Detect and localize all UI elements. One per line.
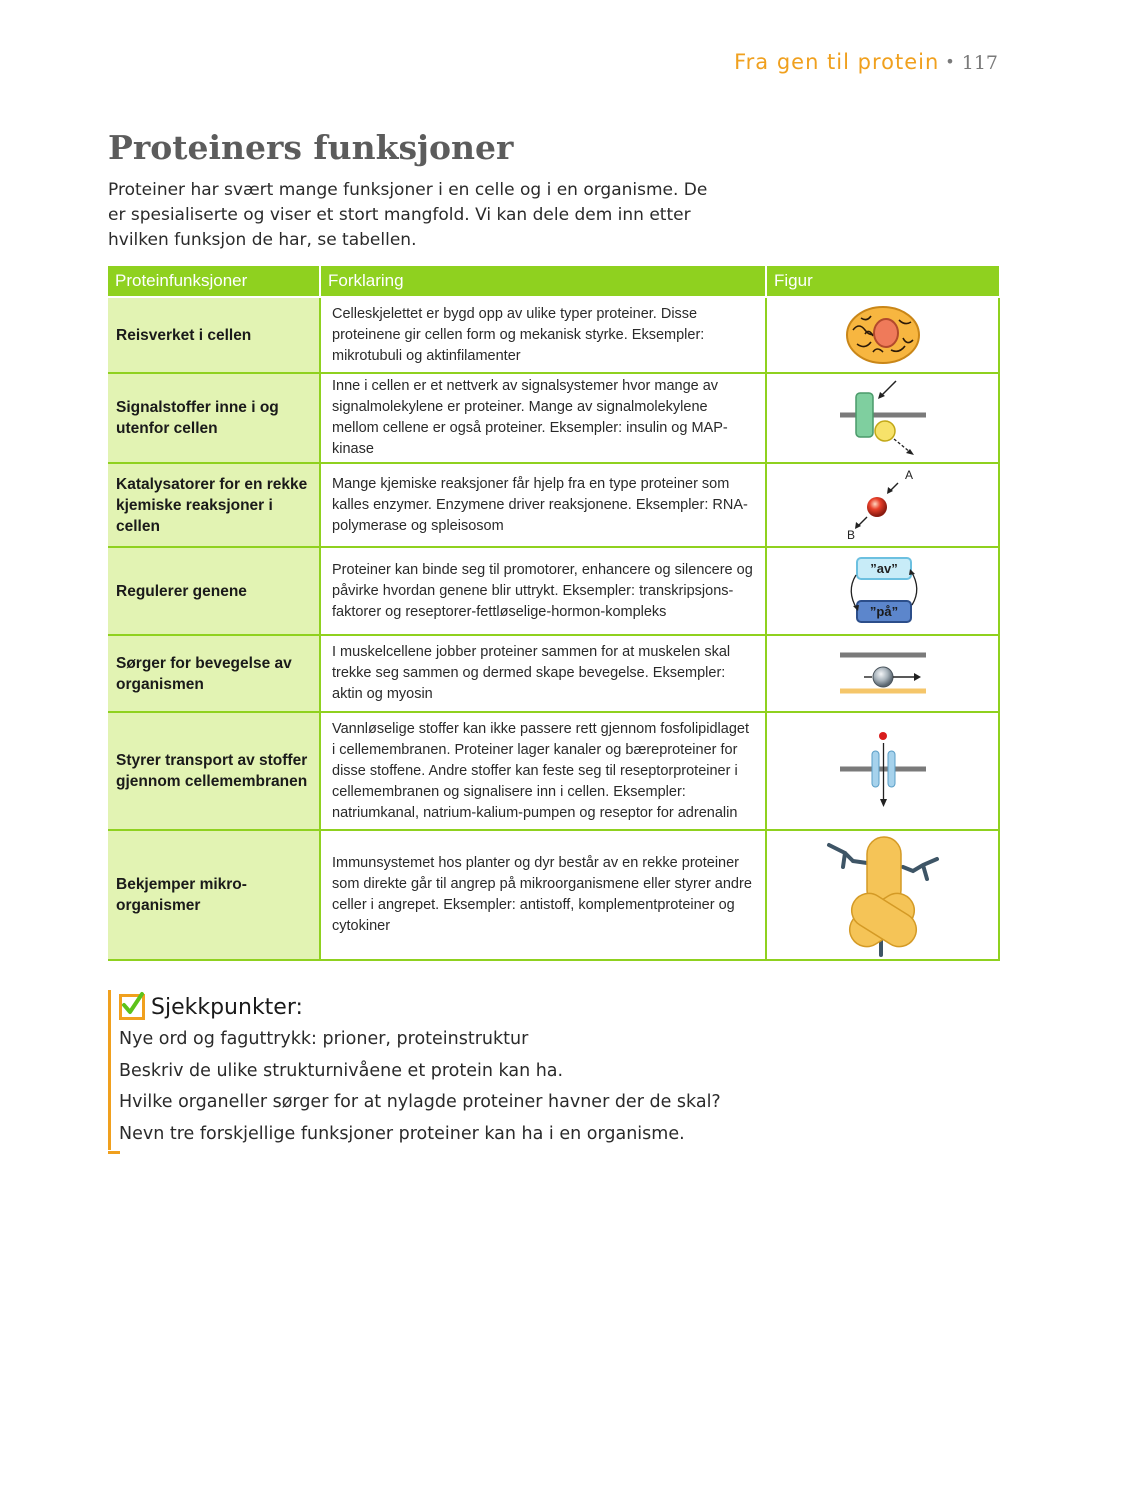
function-cell: Sørger for bevegelse av organismen (108, 635, 320, 712)
function-cell: Reisverket i cellen (108, 297, 320, 373)
page-title: Proteiners funksjoner (108, 128, 514, 167)
motor-protein-icon (838, 649, 928, 699)
checkpoint-item: Nevn tre forskjellige funksjoner proteiner kan ha i en organisme. (119, 1123, 685, 1144)
function-cell: Regulerer genene (108, 547, 320, 635)
explanation-cell: Immunsystemet hos planter og dyr består av en rekke proteiner som direkte går til angrep på mikroorganismene eller styrer andre celler i angrepet. Eksempler: antistoff, komplementproteiner og cytokiner (320, 830, 766, 960)
function-cell: Signalstoffer inne i og utenfor cellen (108, 373, 320, 463)
page-number: 117 (961, 52, 998, 74)
explanation-cell: I muskelcellene jobber proteiner sammen for at muskelen skal trekke seg sammen og dermed skape bevegelse. Eksempler: aktin og myosin (320, 635, 766, 712)
table-header-row (108, 266, 999, 297)
column-header-function: Proteinfunksjoner (108, 266, 320, 297)
explanation-cell: Celleskjelettet er bygd opp av ulike typer proteiner. Disse proteinene gir cellen form og mekanisk styrke. Eksempler: mikrotubuli og aktinfilamenter (320, 297, 766, 373)
switch-off-label: ”av” (869, 561, 898, 576)
table-row (108, 830, 999, 960)
membrane-channel-icon (838, 731, 928, 811)
table-row (108, 463, 999, 547)
explanation-cell: Proteiner kan binde seg til promotorer, enhancere og silencere og påvirke hvordan genene blir uttrykt. Eksempler: transkripsjons-faktorer og reseptorer-fettløselige-hormon-kompleks (320, 547, 766, 635)
column-header-figure: Figur (766, 266, 999, 297)
signal-receptor-icon (838, 379, 928, 457)
figure-cell (766, 830, 999, 960)
switch-on-label: ”på” (869, 604, 898, 619)
running-head-section: Fra gen til protein (734, 50, 940, 74)
figure-cell (766, 463, 999, 547)
intro-paragraph: Proteiner har svært mange funksjoner i en celle og i en organisme. De er spesialiserte og viser et stort mangfold. Vi kan dele dem inn etter hvilken funksjon de har, se tabellen. (108, 180, 708, 250)
protein-functions-table (108, 266, 1000, 961)
table-row (108, 373, 999, 463)
checkpoint-item: Hvilke organeller sørger for at nylagde proteiner havner der de skal? (119, 1092, 721, 1112)
figure-cell (766, 297, 999, 373)
figure-cell (766, 635, 999, 712)
table-row (108, 712, 999, 830)
figure-label-b: B (846, 528, 855, 541)
table-row (108, 635, 999, 712)
checkpoints-title: Sjekkpunkter: (151, 994, 303, 1020)
explanation-cell: Inne i cellen er et nettverk av signalsystemer hvor mange av signalmolekylene er proteiner. Mange av signalmolekylene mellom cellene er også proteiner. Eksempler: insulin og MAP-kinase (320, 373, 766, 463)
checkbox-icon (119, 994, 145, 1020)
function-cell: Styrer transport av stoffer gjennom cellemembranen (108, 712, 320, 830)
gene-switch-icon (843, 555, 923, 627)
figure-label-a: A (904, 469, 913, 482)
figure-cell (766, 373, 999, 463)
figure-cell (766, 547, 999, 635)
checkmark-icon (120, 991, 146, 1017)
checkpoints-box (108, 990, 819, 1150)
running-head-bullet: • (945, 52, 956, 71)
table-row (108, 297, 999, 373)
checkpoint-item: Beskriv de ulike strukturnivåene et protein kan ha. (119, 1060, 564, 1081)
cytoskeleton-cell-icon (843, 304, 923, 366)
checkpoint-item: Nye ord og faguttrykk: prioner, proteinstruktur (119, 1029, 529, 1049)
figure-cell (766, 712, 999, 830)
checkpoints-header (119, 990, 819, 1024)
table-row (108, 547, 999, 635)
antibody-bacteria-icon (823, 833, 943, 957)
explanation-cell: Vannløselige stoffer kan ikke passere rett gjennom fosfolipidlaget i cellemembranen. Proteiner lager kanaler og bæreproteiner for disse stoffene. Andre stoffer kan feste seg til reseptorproteiner i cellemembranen og signalisere inn i cellen. Eksempler: natriumkanal, natrium-kalium-pumpen og reseptor for adrenalin (320, 712, 766, 830)
function-cell: Katalysatorer for en rekke kjemiske reaksjoner i cellen (108, 463, 320, 547)
running-head (734, 50, 998, 74)
function-cell: Bekjemper mikro-organismer (108, 830, 320, 960)
column-header-explanation: Forklaring (320, 266, 766, 297)
explanation-cell: Mange kjemiske reaksjoner får hjelp fra en type proteiner som kalles enzymer. Enzymene driver reaksjonene. Eksempler: RNA-polymerase og spleisosom (320, 463, 766, 547)
enzyme-reaction-icon (843, 469, 923, 541)
